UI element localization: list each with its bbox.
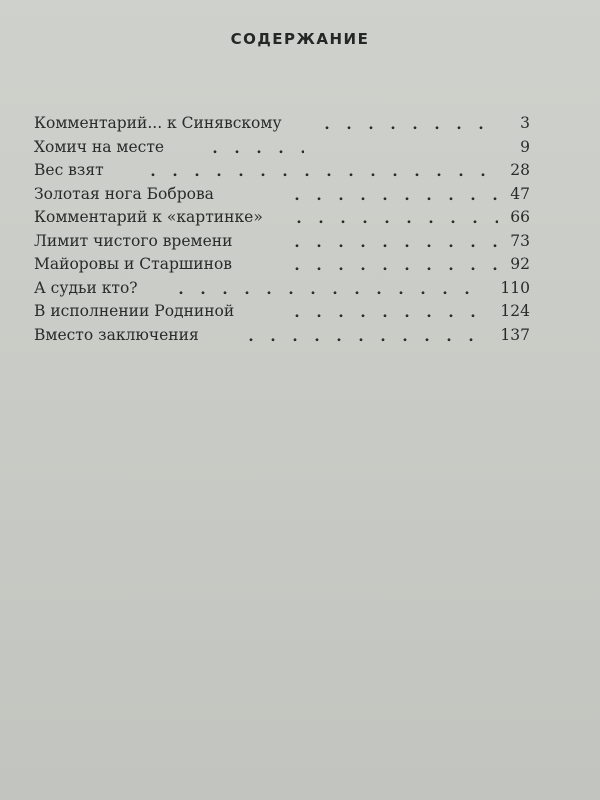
toc-entry-page: 28 (510, 161, 530, 179)
dot-leader (288, 204, 498, 228)
toc-entry (34, 230, 530, 254)
toc-entry-title: Хомич на месте (34, 137, 165, 156)
toc-entry-title: Лимит чистого времени (34, 231, 233, 250)
toc-entry-page: 73 (510, 231, 530, 250)
dot-leader (286, 181, 498, 205)
toc-entry (34, 300, 530, 324)
table-of-contents (34, 112, 530, 347)
page-title: СОДЕРЖАНИЕ (230, 30, 370, 48)
toc-entry-title: Золотая нога Боброва (34, 184, 214, 203)
toc-entry-page: 92 (510, 255, 530, 273)
toc-entry (34, 183, 530, 207)
toc-entry-title: Вместо заключения (34, 325, 199, 344)
toc-entry (34, 206, 530, 230)
toc-entry-page: 124 (500, 302, 530, 320)
toc-entry-page: 9 (520, 137, 530, 156)
toc-entry (34, 277, 530, 301)
dot-leader (286, 228, 498, 252)
dot-leader (170, 275, 476, 299)
toc-entry-page: 137 (500, 325, 530, 344)
toc-entry-title: В исполнении Родниной (34, 302, 235, 320)
bleed-through-mark (250, 728, 370, 742)
toc-entry (34, 136, 530, 160)
dot-leader (286, 251, 498, 275)
dot-leader (286, 298, 476, 322)
toc-entry-title: А судьи кто? (34, 278, 138, 297)
toc-entry-title: Комментарий... к Синявскому (34, 114, 282, 132)
toc-entry (34, 324, 530, 348)
toc-entry-page: 47 (510, 184, 530, 203)
toc-entry-title: Майоровы и Старшинов (34, 255, 233, 273)
dot-leader (240, 322, 476, 346)
dot-leader (316, 110, 501, 134)
dot-leader (142, 157, 498, 181)
toc-entry (34, 112, 530, 136)
toc-entry-page: 3 (520, 114, 530, 132)
dot-leader (204, 134, 304, 158)
toc-entry-title: Вес взят (34, 161, 104, 179)
toc-entry (34, 159, 530, 183)
toc-entry-title: Комментарий к «картинке» (34, 208, 263, 226)
toc-entry (34, 253, 530, 277)
toc-entry-page: 110 (500, 278, 530, 297)
toc-entry-page: 66 (510, 208, 530, 226)
